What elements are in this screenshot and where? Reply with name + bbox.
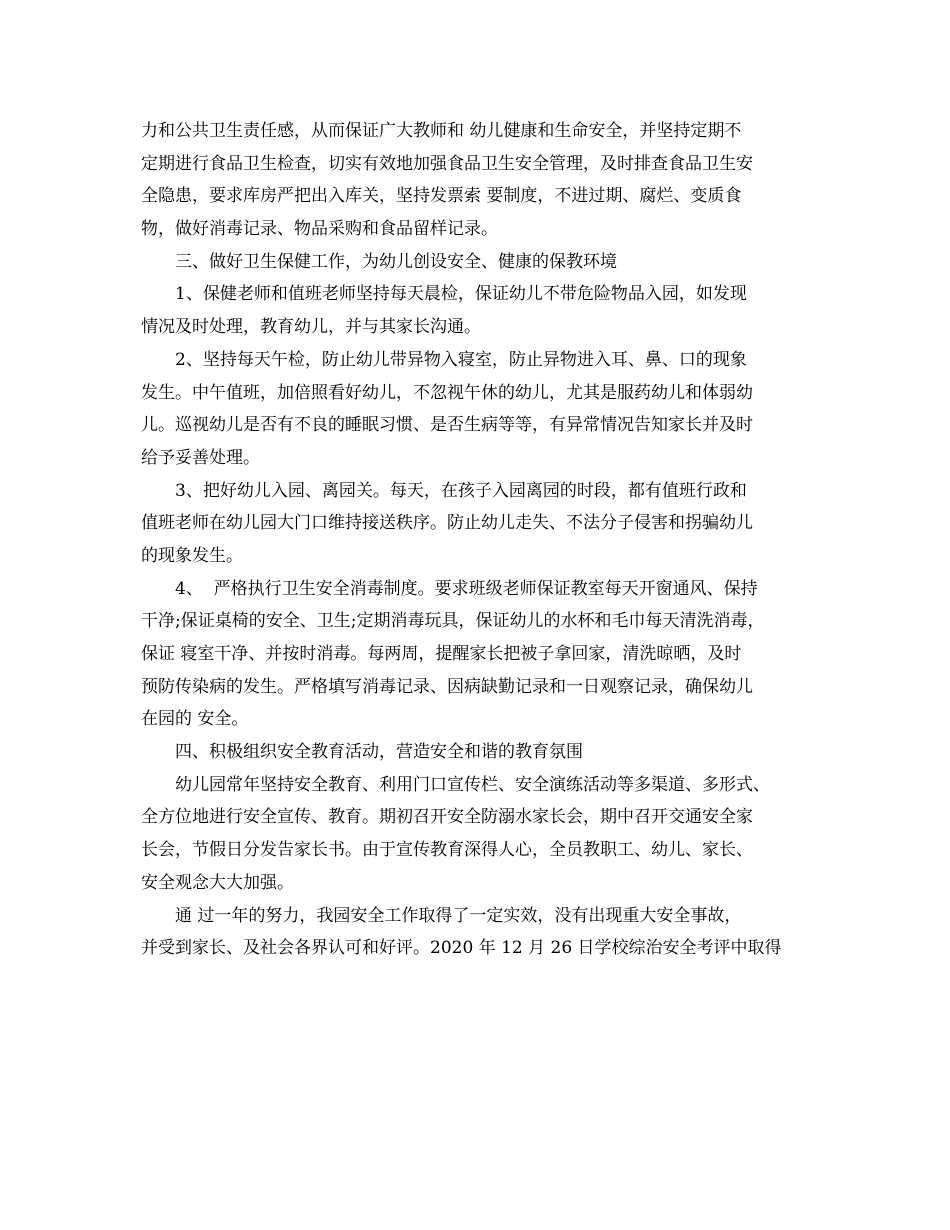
text-line: 通 过一年的努力，我园安全工作取得了一定实效，没有出现重大安全事故， (175, 905, 742, 926)
text-line: 全隐患，要求库房严把出入库关，坚持发票索 要制度，不进过期、腐烂、变质食 (141, 186, 742, 207)
text-line: 2、坚持每天午检，防止幼儿带异物入寝室，防止异物进入耳、鼻、口的现象 (175, 349, 747, 370)
text-line: 儿。巡视幼儿是否有不良的睡眠习惯、是否生病等等，有异常情况告知家长并及时 (141, 415, 753, 436)
text-line: 4、 严格执行卫生安全消毒制度。要求班级老师保证教室每天开窗通风、保持 (175, 578, 758, 599)
document-body (141, 115, 841, 965)
section-heading: 四、积极组织安全教育活动，营造安全和谐的教育氛围 (175, 742, 583, 763)
text-line: 值班老师在幼儿园大门口维持接送秩序。防止幼儿走失、不法分子侵害和拐骗幼儿 (141, 513, 753, 534)
text-line: 并受到家长、及社会各界认可和好评。2020 年 12 月 26 日学校综治安全考评中取得 (141, 938, 782, 959)
text-line: 的现象发生。 (141, 545, 243, 566)
text-line: 力和公共卫生责任感，从而保证广大教师和 幼儿健康和生命安全，并坚持定期不 (141, 121, 742, 141)
text-line: 安全观念大大加强。 (141, 872, 294, 893)
text-line: 给予妥善处理。 (141, 447, 260, 468)
text-line: 干净;保证桌椅的安全、卫生;定期消毒玩具，保证幼儿的水杯和毛巾每天清洗消毒， (141, 611, 765, 632)
text-line: 1、保健老师和值班老师坚持每天晨检，保证幼儿不带危险物品入园，如发现 (175, 284, 747, 305)
text-line: 保证 寝室干净、并按时消毒。每两周，提醒家长把被子拿回家，清洗晾晒，及时 (141, 644, 742, 664)
text-line: 长会，节假日分发告家长书。由于宣传教育深得人心，全员教职工、幼儿、家长、 (141, 840, 753, 861)
text-line: 全方位地进行安全宣传、教育。期初召开安全防溺水家长会，期中召开交通安全家 (141, 807, 753, 828)
text-line: 物，做好消毒记录、物品采购和食品留样记录。 (141, 219, 498, 240)
text-line: 情况及时处理，教育幼儿，并与其家长沟通。 (141, 317, 481, 338)
text-line: 幼儿园常年坚持安全教育、利用门口宣传栏、安全演练活动等多渠道、多形式、 (175, 774, 770, 795)
text-line: 预防传染病的发生。严格填写消毒记录、因病缺勤记录和一日观察记录，确保幼儿 (141, 676, 753, 697)
text-line: 发生。中午值班，加倍照看好幼儿，不忽视午休的幼儿，尤其是服药幼儿和体弱幼 (141, 382, 753, 403)
text-line: 3、把好幼儿入园、离园关。每天，在孩子入园离园的时段，都有值班行政和 (175, 480, 747, 501)
text-line: 定期进行食品卫生检查，切实有效地加强食品卫生安全管理，及时排查食品卫生安 (141, 153, 753, 174)
text-line: 在园的 安全。 (141, 709, 249, 730)
section-heading: 三、做好卫生保健工作，为幼儿创设安全、健康的保教环境 (175, 251, 617, 272)
